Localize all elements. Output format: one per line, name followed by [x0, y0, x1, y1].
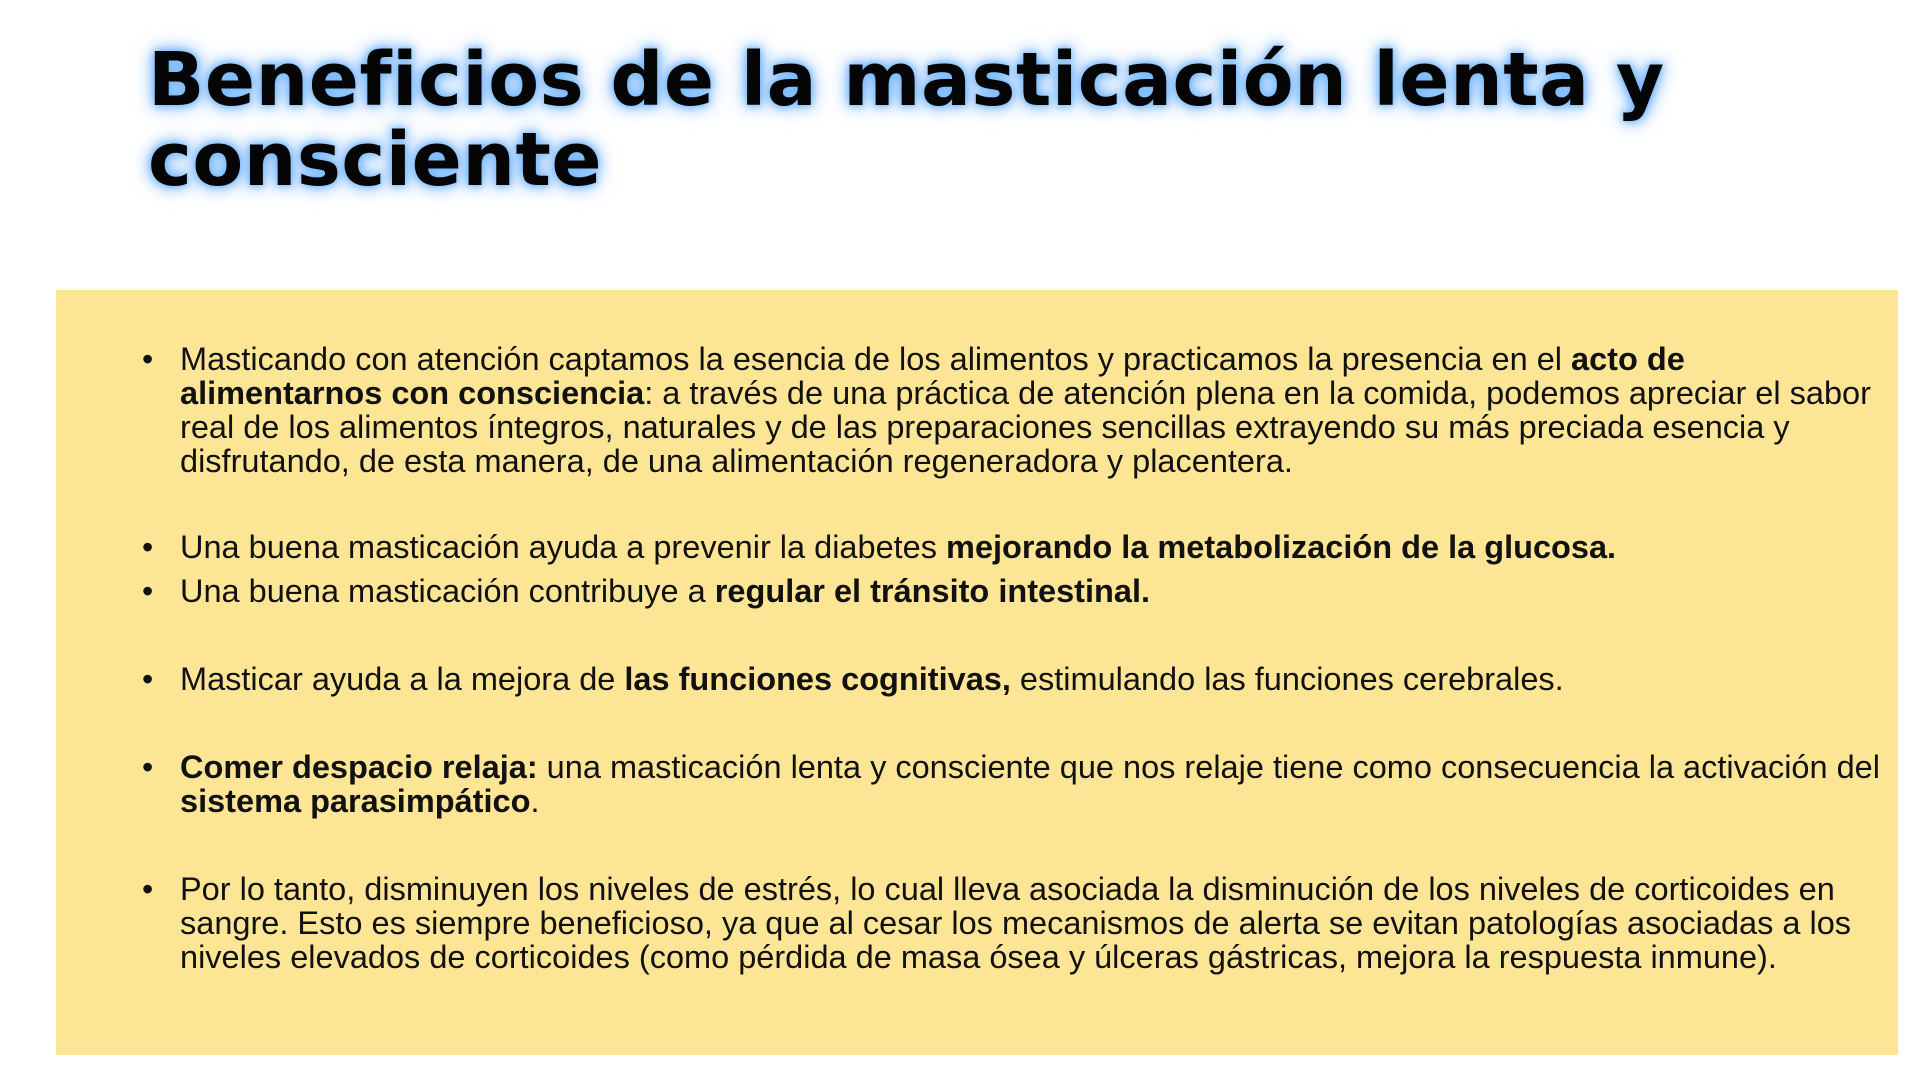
bullet-text: : a través de una práctica de atención plena en la comida, podemos apreciar el sabor real de los alimentos íntegros, naturales y de las preparaciones sencillas extrayendo su más preciada esencia y disfrutando, de esta manera, de una alimentación regeneradora y placentera.: [180, 375, 1871, 479]
bullet-text: una masticación lenta y consciente que nos relaje tiene como consecuencia la activación del: [537, 749, 1880, 785]
bullet-emphasis: mejorando la metabolización de la glucosa.: [946, 529, 1617, 565]
bullet-text: Masticando con atención captamos la esencia de los alimentos y practicamos la presencia en el: [180, 341, 1572, 377]
bullet-item-mindful-chewing: [140, 342, 1885, 478]
bullet-text: Una buena masticación ayuda a prevenir la diabetes: [180, 529, 947, 565]
bullet-text: Por lo tanto, disminuyen los niveles de estrés, lo cual lleva asociada la disminución de los niveles de corticoides en sangre. Esto es siempre beneficioso, ya que al cesar los mecanismos de alerta se evitan patologías asociadas a los niveles elevados de corticoides (como pérdida de masa ósea y úlceras gástricas, mejora la respuesta inmune).: [180, 871, 1852, 975]
bullet-item-diabetes: [140, 530, 1885, 564]
bullet-emphasis: sistema parasimpático: [180, 783, 531, 819]
bullet-emphasis: Comer despacio relaja:: [180, 749, 538, 785]
bullet-list: [140, 342, 1885, 974]
bullet-item-stress-reduction: [140, 872, 1885, 974]
bullet-text: estimulando las funciones cerebrales.: [1010, 661, 1564, 697]
slide-title: Beneficios de la masticación lenta y consciente: [148, 37, 1665, 203]
bullet-emphasis: acto de alimentarnos con consciencia: [180, 341, 1685, 411]
bullet-text: .: [530, 783, 540, 819]
bullet-text: Masticar ayuda a la mejora de: [180, 661, 625, 697]
bullet-item-relaxation: [140, 750, 1885, 818]
bullet-item-intestinal-transit: [140, 574, 1885, 608]
bullet-item-cognitive-functions: [140, 662, 1885, 696]
bullet-emphasis: regular el tránsito intestinal.: [714, 573, 1151, 609]
bullet-emphasis: las funciones cognitivas,: [624, 661, 1011, 697]
bullet-text: Una buena masticación contribuye a: [180, 573, 715, 609]
